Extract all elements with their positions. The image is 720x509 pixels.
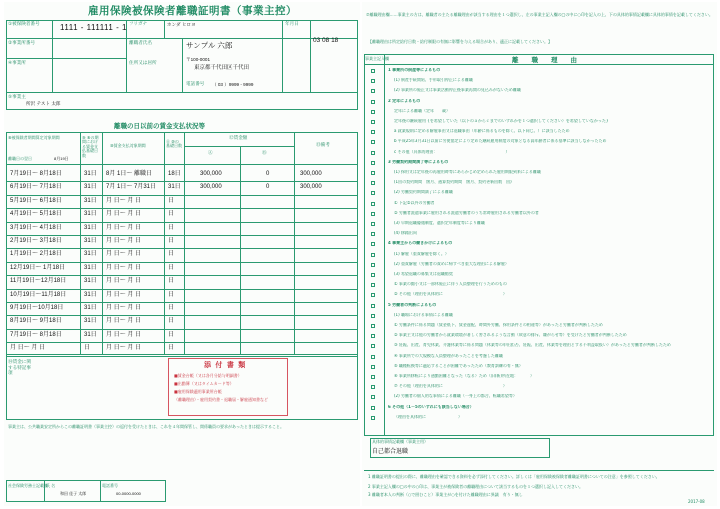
table-row (4, 235, 360, 248)
reason-notice-2: 【離職理由は所定給付日数・給付制限の有無に影響を与える場合があり、適正に記載してください。】 (368, 39, 552, 44)
period-cell: 11月19日～12月18日 (10, 278, 67, 285)
base-days-cell: 日 (168, 211, 175, 218)
reason-checkbox[interactable] (371, 416, 375, 420)
footer-note: 事業主は、公共職業安定所からこの離職証明書（事業主控）の返付を受けたときは、これを４年間保管し、関係職員の要求があったときは提示すること。 (8, 424, 284, 429)
leave-day-row-label: 離職日の翌日 (8, 156, 32, 161)
reason-item: ① 下記②以外の労働者 (394, 200, 435, 205)
wage-period-cell: 月 日～ 月 日 (106, 224, 142, 231)
reason-checkbox[interactable] (371, 253, 375, 257)
reason-checkbox[interactable] (371, 69, 375, 73)
table-row (4, 181, 360, 194)
wage-period-cell: 月 日～ 月 日 (106, 197, 142, 204)
base-days-cell: 日 (168, 251, 175, 258)
furigana-value: ホンダ ヒロヨ (167, 22, 196, 27)
reason-checkbox[interactable] (371, 161, 375, 165)
postal-code: 〒100-0001 (186, 57, 211, 62)
table-row (4, 195, 360, 208)
office-address: 東京都千代田区千代田 (194, 65, 250, 71)
reason-item: ③ 妊娠、出産、育児休業、介護休業等に係る問題（休業等の申出拒否、妊娠、出産、休業等を理由とする不利益取扱い）があったと労働者が判断したため (394, 343, 671, 348)
reason-item: ② 事業主又は他の労働者から就業環境が著しく害されるような言動（故意の排斥、嫌がらせ等）を受けたと労働者が判断したため (394, 333, 627, 338)
owner-name: 所沢 テスト 太郎 (26, 101, 61, 106)
reason-item: (1) 倒産手続開始、手形取引停止による離職 (394, 78, 473, 83)
base-days-cell: 日 (168, 331, 175, 338)
reason-checkbox[interactable] (371, 242, 375, 246)
period-cell: 3月19日～ 4月18日 (10, 224, 62, 231)
table-row (4, 248, 360, 261)
table-row (4, 168, 360, 181)
base-days-cell: 31日 (168, 184, 181, 191)
period-cell: 1月19日～ 2月18日 (10, 251, 62, 258)
days-cell: 31日 (84, 184, 97, 191)
reason-item: (2) 労働契約期間満了による離職 (394, 190, 453, 195)
insured-number: 1111 - 111111 - 1 (60, 23, 127, 32)
base-days-cell: 日 (168, 264, 175, 271)
wage-period-cell: 月 日～ 月 日 (106, 238, 142, 244)
wage-period-cell: 月 日～ 月 日 (106, 211, 142, 218)
reason-checkbox[interactable] (371, 406, 375, 410)
days-cell: 31日 (84, 264, 97, 271)
reason-checkbox[interactable] (371, 304, 375, 308)
period-cell: 8月19日～ 9月18日 (10, 318, 62, 325)
days-cell: 31日 (84, 197, 97, 204)
reason-checkbox[interactable] (371, 120, 375, 124)
wage-period-cell: 月 日～ 月 日 (106, 264, 142, 271)
base-days-cell: 日 (168, 278, 175, 285)
wage-period-cell: 月 日～ 月 日 (106, 345, 142, 352)
reason-item: (2) 労働者の個人的な事情による離職（一身上の都合、転職希望等） (394, 394, 517, 399)
reason-checkbox[interactable] (371, 202, 375, 206)
reason-item: （理由を具体的に ） (394, 414, 462, 419)
amount-b-cell: 0 (266, 184, 270, 191)
reason-item: (2) 事業所の廃止又は事業活動停止後事業再開の見込みがないため離職 (394, 88, 521, 93)
table-row (4, 262, 360, 275)
reason-checkbox[interactable] (371, 100, 375, 104)
date-label: 年月日 (285, 22, 299, 27)
wage-period-cell: 月 日～ 月 日 (106, 318, 142, 325)
insured-no-label: ①被保険者番号 (8, 22, 40, 27)
reason-item: c その他（具体的理由： ） (394, 149, 510, 154)
reason-item: ① 事業の縮小又は一部休廃止に伴う人員整理を行うためのもの (394, 282, 507, 287)
reason-item: (1) 解雇（重責解雇を除く。） (394, 251, 449, 256)
footer-label-1: 社会保険労務士記載欄 (8, 483, 48, 488)
bottom-note-2: 2 事業主記入欄の□の中の○印は、事業主が被保険者の離職理由について該当するものを１つ選択し記入してください。 (368, 484, 584, 489)
leaving-person-label: 離職者氏名 (129, 41, 152, 46)
reason-checkbox[interactable] (371, 151, 375, 155)
col-period: ⑧被保険者期間算定対象期間 (8, 135, 60, 140)
reason-checkbox[interactable] (371, 395, 375, 399)
stamp-item-1: ■賃金台帳（又は各月分給与明細書） (174, 373, 242, 378)
reason-checkbox[interactable] (371, 263, 375, 267)
reason-checkbox[interactable] (371, 293, 375, 297)
stamp-item-3: ■雇用保険適用事業所台帳 (174, 389, 222, 394)
wage-period-cell: 8月 1日～ 離職日 (106, 171, 153, 177)
table-row (4, 302, 360, 315)
amount-a-cell: 300,000 (200, 171, 222, 177)
office-label: ④事業所 (8, 61, 26, 66)
reason-checkbox[interactable] (371, 344, 375, 348)
reason-checkbox[interactable] (371, 222, 375, 226)
amount-a-cell: 300,000 (200, 184, 222, 191)
col-days: ⑨ ⑧の期間における賃金支払基礎日数 (82, 135, 99, 158)
stamp-title: 添 付 書 類 (204, 361, 247, 369)
reason-checkbox[interactable] (371, 385, 375, 389)
address-label: 住所又は居所 (129, 61, 157, 66)
reason-checkbox[interactable] (371, 324, 375, 328)
wage-period-cell: 7月 1日～ 7月31日 (106, 184, 157, 191)
reason-item: 6 その他（1－5のいずれにも該当しない場合） (388, 404, 474, 409)
period-cell: 7月19日～ 8月18日 (10, 171, 62, 177)
reason-checkbox[interactable] (371, 375, 375, 379)
reason-checkbox[interactable] (371, 273, 375, 277)
row-divider (6, 356, 358, 357)
reason-item: ⑦ その他（理由を具体的に ） (394, 384, 507, 389)
reason-checkbox[interactable] (371, 355, 375, 359)
col-remarks: ⑬備考 (316, 143, 330, 148)
reason-item: 2 定年によるもの (388, 98, 421, 103)
days-cell: 31日 (84, 291, 97, 298)
reason-checkbox[interactable] (371, 191, 375, 195)
stamp-item-4: （離職理由）・雇用契約書・退職届・解雇通知書など (174, 397, 268, 402)
reason-checkbox[interactable] (371, 334, 375, 338)
base-days-cell: 日 (168, 318, 175, 325)
leave-date: 03 08 18 (313, 37, 339, 44)
reason-checkbox[interactable] (371, 212, 375, 216)
base-days-cell: 日 (168, 305, 175, 311)
amount-total-cell: 300,000 (300, 184, 322, 191)
period-cell: 12月19日～ 1月18日 (10, 264, 66, 271)
reason-checkbox[interactable] (371, 181, 375, 185)
reason-checkbox[interactable] (371, 79, 375, 83)
reason-checkbox[interactable] (371, 130, 375, 134)
reason-checkbox[interactable] (371, 365, 375, 369)
owner-label: ⑤事業主 (8, 95, 26, 100)
reason-checkbox[interactable] (371, 314, 375, 318)
period-cell: 5月19日～ 6月18日 (10, 197, 62, 204)
reason-item: (1) 職場における事情による離職 (394, 312, 453, 317)
amount-b-cell: 0 (266, 171, 270, 177)
reason-item: (2) 重責解雇（労働者の責めに帰すべき重大な理由による解雇） (394, 261, 509, 266)
office-no-label: ②事業所番号 (8, 41, 36, 46)
form-code: 2017-08 (688, 499, 705, 504)
special-notes-label: ⑭賃金に関する特記事項 (8, 360, 31, 376)
table-row (4, 222, 360, 235)
amount-total-cell: 300,000 (300, 171, 322, 177)
base-days-cell: 日 (168, 238, 175, 244)
reason-item: ① 労働条件に係る問題（賃金低下、賃金遅配、時間外労働、採用条件との相違等）があったと労働者が判断したため (394, 323, 603, 327)
footer-label-3: 氏 名 (46, 483, 56, 488)
reason-checkbox[interactable] (371, 89, 375, 93)
detail-label: 具体的事情記載欄（事業主用） (372, 439, 428, 444)
reason-item: ② その他（理由を具体的に ） (394, 292, 507, 297)
reason-item: 4 事業主からの働きかけによるもの (388, 241, 453, 246)
days-cell: 31日 (84, 318, 97, 325)
reason-item: ④ 事業所での大規模な人員整理があったことを考慮した離職 (394, 353, 503, 358)
table-row (4, 342, 360, 355)
period-cell: 10月19日～11月18日 (10, 291, 67, 298)
reason-item: (3) 早期退職優遇制度、選択定年制度等により離職 (394, 221, 485, 225)
reason-checkbox[interactable] (371, 140, 375, 144)
col-b: Ⓑ (262, 151, 267, 156)
wage-period-cell: 月 日～ 月 日 (106, 291, 142, 298)
table-row (4, 275, 360, 288)
wage-period-cell: 月 日～ 月 日 (106, 278, 142, 285)
phone-label: 電話番号 (186, 82, 205, 87)
reason-item: 1 事業所の倒産等によるもの (388, 68, 441, 72)
reason-item: b 平成25年3月31日以前に労使協定により定めた継続雇用制度の対象となる高年齢者に係る基準に該当しなかったため (394, 139, 607, 144)
table-row (4, 329, 360, 342)
reason-item: 3 労働契約期間満了等によるもの (388, 159, 449, 164)
bottom-note-1: 1 離職証明書の提出の際に、離職理由を確認できる資料を必ず添付してください。詳しくは「雇用保険被保険者離職証明書についての注意」を参照してください。 (368, 474, 660, 479)
base-days-cell: 日 (168, 224, 175, 231)
reason-checkbox[interactable] (371, 232, 375, 236)
days-cell: 31日 (84, 238, 97, 244)
furigana-label: フリガナ (129, 22, 148, 27)
period-cell: 7月19日～ 8月18日 (10, 331, 62, 338)
reason-item: a 就業規則に定める解雇事由又は退職事由（年齢に係るものを除く。以下同じ。）に該当したため (394, 129, 570, 134)
days-cell: 31日 (84, 171, 97, 177)
col-amount: ⑫賃金額 (229, 136, 248, 141)
form-title: 雇用保険被保険者離職証明書（事業主控） (88, 5, 297, 17)
reason-item: 定年による離職（定年 歳） (394, 108, 450, 113)
reason-item: ⑤ 職種転換等に適応することが困難であったため（教育訓練の有・無） (394, 363, 523, 368)
days-cell: 31日 (84, 251, 97, 258)
wage-section-title: 離職の日以前の賃金支払状況等 (114, 122, 205, 130)
days-cell: 31日 (84, 211, 97, 218)
wage-period-cell: 月 日～ 月 日 (106, 305, 142, 311)
leave-day-value: 8月19日 (54, 156, 69, 161)
col-wage-period: ⑩賃金支払対象期間 (110, 143, 146, 148)
reason-item: (3) 希望退職の募集又は退職勧奨 (394, 272, 453, 276)
col-a: Ⓐ (208, 151, 213, 156)
reason-item: ② 労働者派遣事業に雇用される派遣労働者のうち常時雇用される労働者以外の者 (394, 210, 539, 215)
col-reason: 離 職 理 由 (512, 56, 577, 64)
right-page (362, 2, 717, 506)
reason-item: ⑥ 事業所移転により通勤困難となった（なる）ため（旧(新)所在地： ） (394, 374, 534, 378)
reason-item: 5 労働者の判断によるもの (388, 302, 437, 307)
reason-checkbox[interactable] (371, 283, 375, 287)
reason-item: (1回の契約期間 箇月、通算契約期間 箇月、契約更新回数 回) (394, 180, 512, 185)
base-days-cell: 日 (168, 291, 175, 298)
wage-period-cell: 月 日～ 月 日 (106, 331, 142, 338)
wage-period-cell: 月 日～ 月 日 (106, 251, 142, 258)
days-cell: 31日 (84, 278, 97, 285)
reason-checkbox[interactable] (371, 171, 375, 175)
period-cell: 2月19日～ 3月18日 (10, 238, 62, 244)
base-days-cell: 18日 (168, 171, 181, 177)
period-cell: 4月19日～ 5月18日 (10, 211, 62, 218)
reason-item: (1) 採用又は定年後の再雇用時等にあらかじめ定められた雇用期限到来による離職 (394, 170, 541, 174)
phone-value: （ 03 ）9999 - 9999 (212, 82, 254, 87)
period-cell: 9月19日～10月18日 (10, 305, 64, 311)
table-row (4, 315, 360, 328)
days-cell: 31日 (84, 224, 97, 231)
stamp-item-2: ■出勤簿（又はタイムカード等） (174, 381, 234, 386)
col-wage-days: ⑪ ⑩の基礎日数 (166, 139, 182, 149)
footer-label-4: 電話番号 (102, 483, 118, 488)
bottom-note-3: 3 離職者本人の判断（○で囲むこと）事業主が○を付けた離職理由に異議 有り・無し (368, 492, 523, 497)
reason-item: (4) 移籍出向 (394, 231, 417, 236)
days-cell: 日 (84, 345, 91, 352)
reason-notice: ⑦離職理由欄……事業主の方は、離職者の主たる離職理由が該当する理由を１つ選択し、左の事業主記入欄の□の中に○印を記入の上、下の具体的事情記載欄に具体的事情を記載してください。 (366, 12, 713, 17)
detail-value: 自己都合退職 (372, 449, 409, 455)
base-days-cell: 日 (168, 345, 175, 352)
reason-item: 定年後の継続雇用 {を希望していた（以下のａからｃまでのいずれかを１つ選択してください）を希望していなかった} (394, 119, 609, 123)
days-cell: 31日 (84, 305, 97, 311)
table-row (4, 208, 360, 221)
table-row (4, 289, 360, 302)
days-cell: 31日 (84, 331, 97, 338)
base-days-cell: 日 (168, 197, 175, 204)
reason-checkbox[interactable] (371, 110, 375, 114)
col-owner: 事業主記入欄 (365, 56, 389, 61)
leaving-person-name: サンプル 六郎 (186, 41, 233, 50)
footer-name: 和田 佳子 太郎 (60, 491, 87, 496)
left-page (4, 2, 360, 506)
footer-phone: 00-0000-0000 (116, 491, 141, 496)
period-cell: 月 日～ 月 日 (10, 345, 46, 352)
period-cell: 6月19日～ 7月18日 (10, 184, 62, 191)
